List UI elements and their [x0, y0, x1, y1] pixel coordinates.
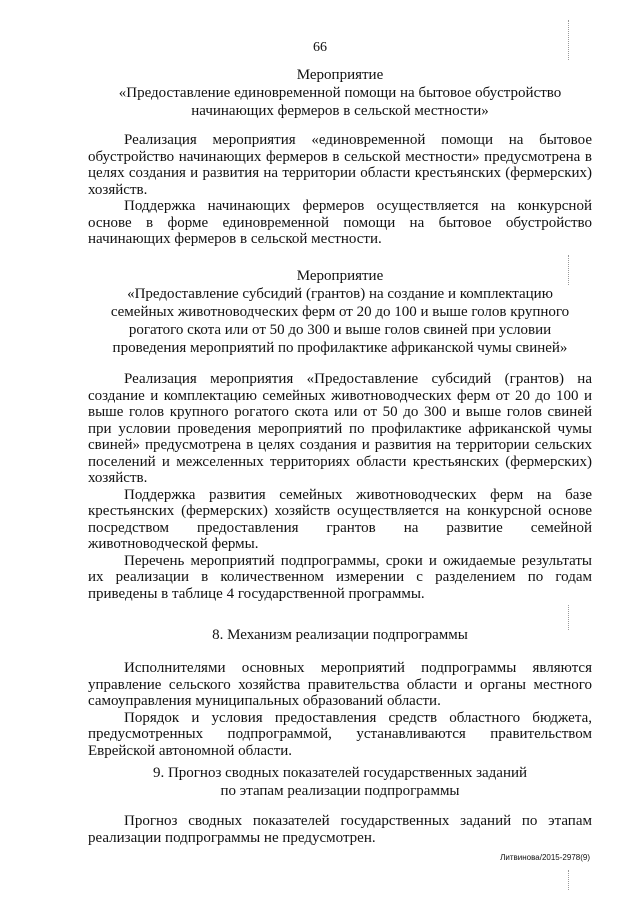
- section-title: 8. Механизм реализации подпрограммы: [212, 627, 468, 643]
- section-9-forecast: [88, 764, 592, 800]
- paragraph: Исполнителями основных мероприятий подпрограммы являются управление сельского хозяйства правительства области и органы местного самоуправления муниципальных образований области.: [88, 660, 592, 709]
- section-8-mechanism: [88, 626, 592, 644]
- paragraph: Поддержка развития семейных животноводческих ферм на базе крестьянских (фермерских) хозяйств осуществляется на конкурсной основе посредством предоставления грантов на развитие семейной животноводческой фермы.: [88, 486, 592, 552]
- section-9-body: [88, 813, 592, 846]
- section-subtitle: «Предоставление единовременной помощи на бытовое обустройство начинающих фермеров в сельской местности»: [118, 85, 562, 119]
- paragraph: Порядок и условия предоставления средств областного бюджета, предусмотренных подпрограммой, устанавливаются правительством Еврейской автономной области.: [88, 709, 592, 759]
- paragraph: Прогноз сводных показателей государственных заданий по этапам реализации подпрограммы не предусмотрен.: [88, 813, 592, 846]
- scan-edge-bottom: [568, 870, 570, 890]
- paragraph: Перечень мероприятий подпрограммы, сроки и ожидаемые результаты их реализации в количественном измерении с разделением по годам приведены в таблице 4 государственной программы.: [88, 552, 592, 602]
- section-title: 9. Прогноз сводных показателей государственных заданий по этапам реализации подпрограммы: [152, 765, 528, 799]
- section-one-body: [88, 132, 592, 248]
- section-title: Мероприятие: [296, 268, 384, 284]
- section-two-body: [88, 371, 592, 602]
- paragraph: Реализация мероприятия «единовременной помощи на бытовое обустройство начинающих фермеров в сельской местности» предусмотрена в целях создания и развития на территории области крестьянских (фермерских) хозяйств.: [88, 132, 592, 198]
- paragraph: Реализация мероприятия «Предоставление субсидий (грантов) на создание и комплектацию семейных животноводческих ферм от 20 до 100 и выше голов крупного рогатого скота или от 50 до 300 и выше голов свиней при условии проведения мероприятий по профилактике африканской чумы свиней» предусмотрена в целях создания и развития на территории сельских поселений и межселенных территориях области крестьянских (фермерских) хозяйств.: [88, 371, 592, 486]
- section-subtitle: «Предоставление субсидий (грантов) на создание и комплектацию семейных животноводческих ферм от 20 до 100 и выше голов крупного рогатого скота или от 50 до 300 и выше голов свиней при условии проведения мероприятий по профилактике африканской чумы свиней»: [110, 286, 570, 356]
- page-number: 66: [313, 40, 327, 55]
- paragraph: Поддержка начинающих фермеров осуществляется на конкурсной основе в форме единовременной помощи на бытовое обустройство начинающих фермеров в сельской местности.: [88, 198, 592, 247]
- section-title: Мероприятие: [296, 67, 384, 83]
- section-8-body: [88, 660, 592, 759]
- section-grants-farms: [88, 267, 592, 357]
- section-one-time-assistance: [88, 66, 592, 120]
- document-code: Литвинова/2015-2978(9): [500, 853, 590, 862]
- scan-edge-top: [568, 20, 570, 60]
